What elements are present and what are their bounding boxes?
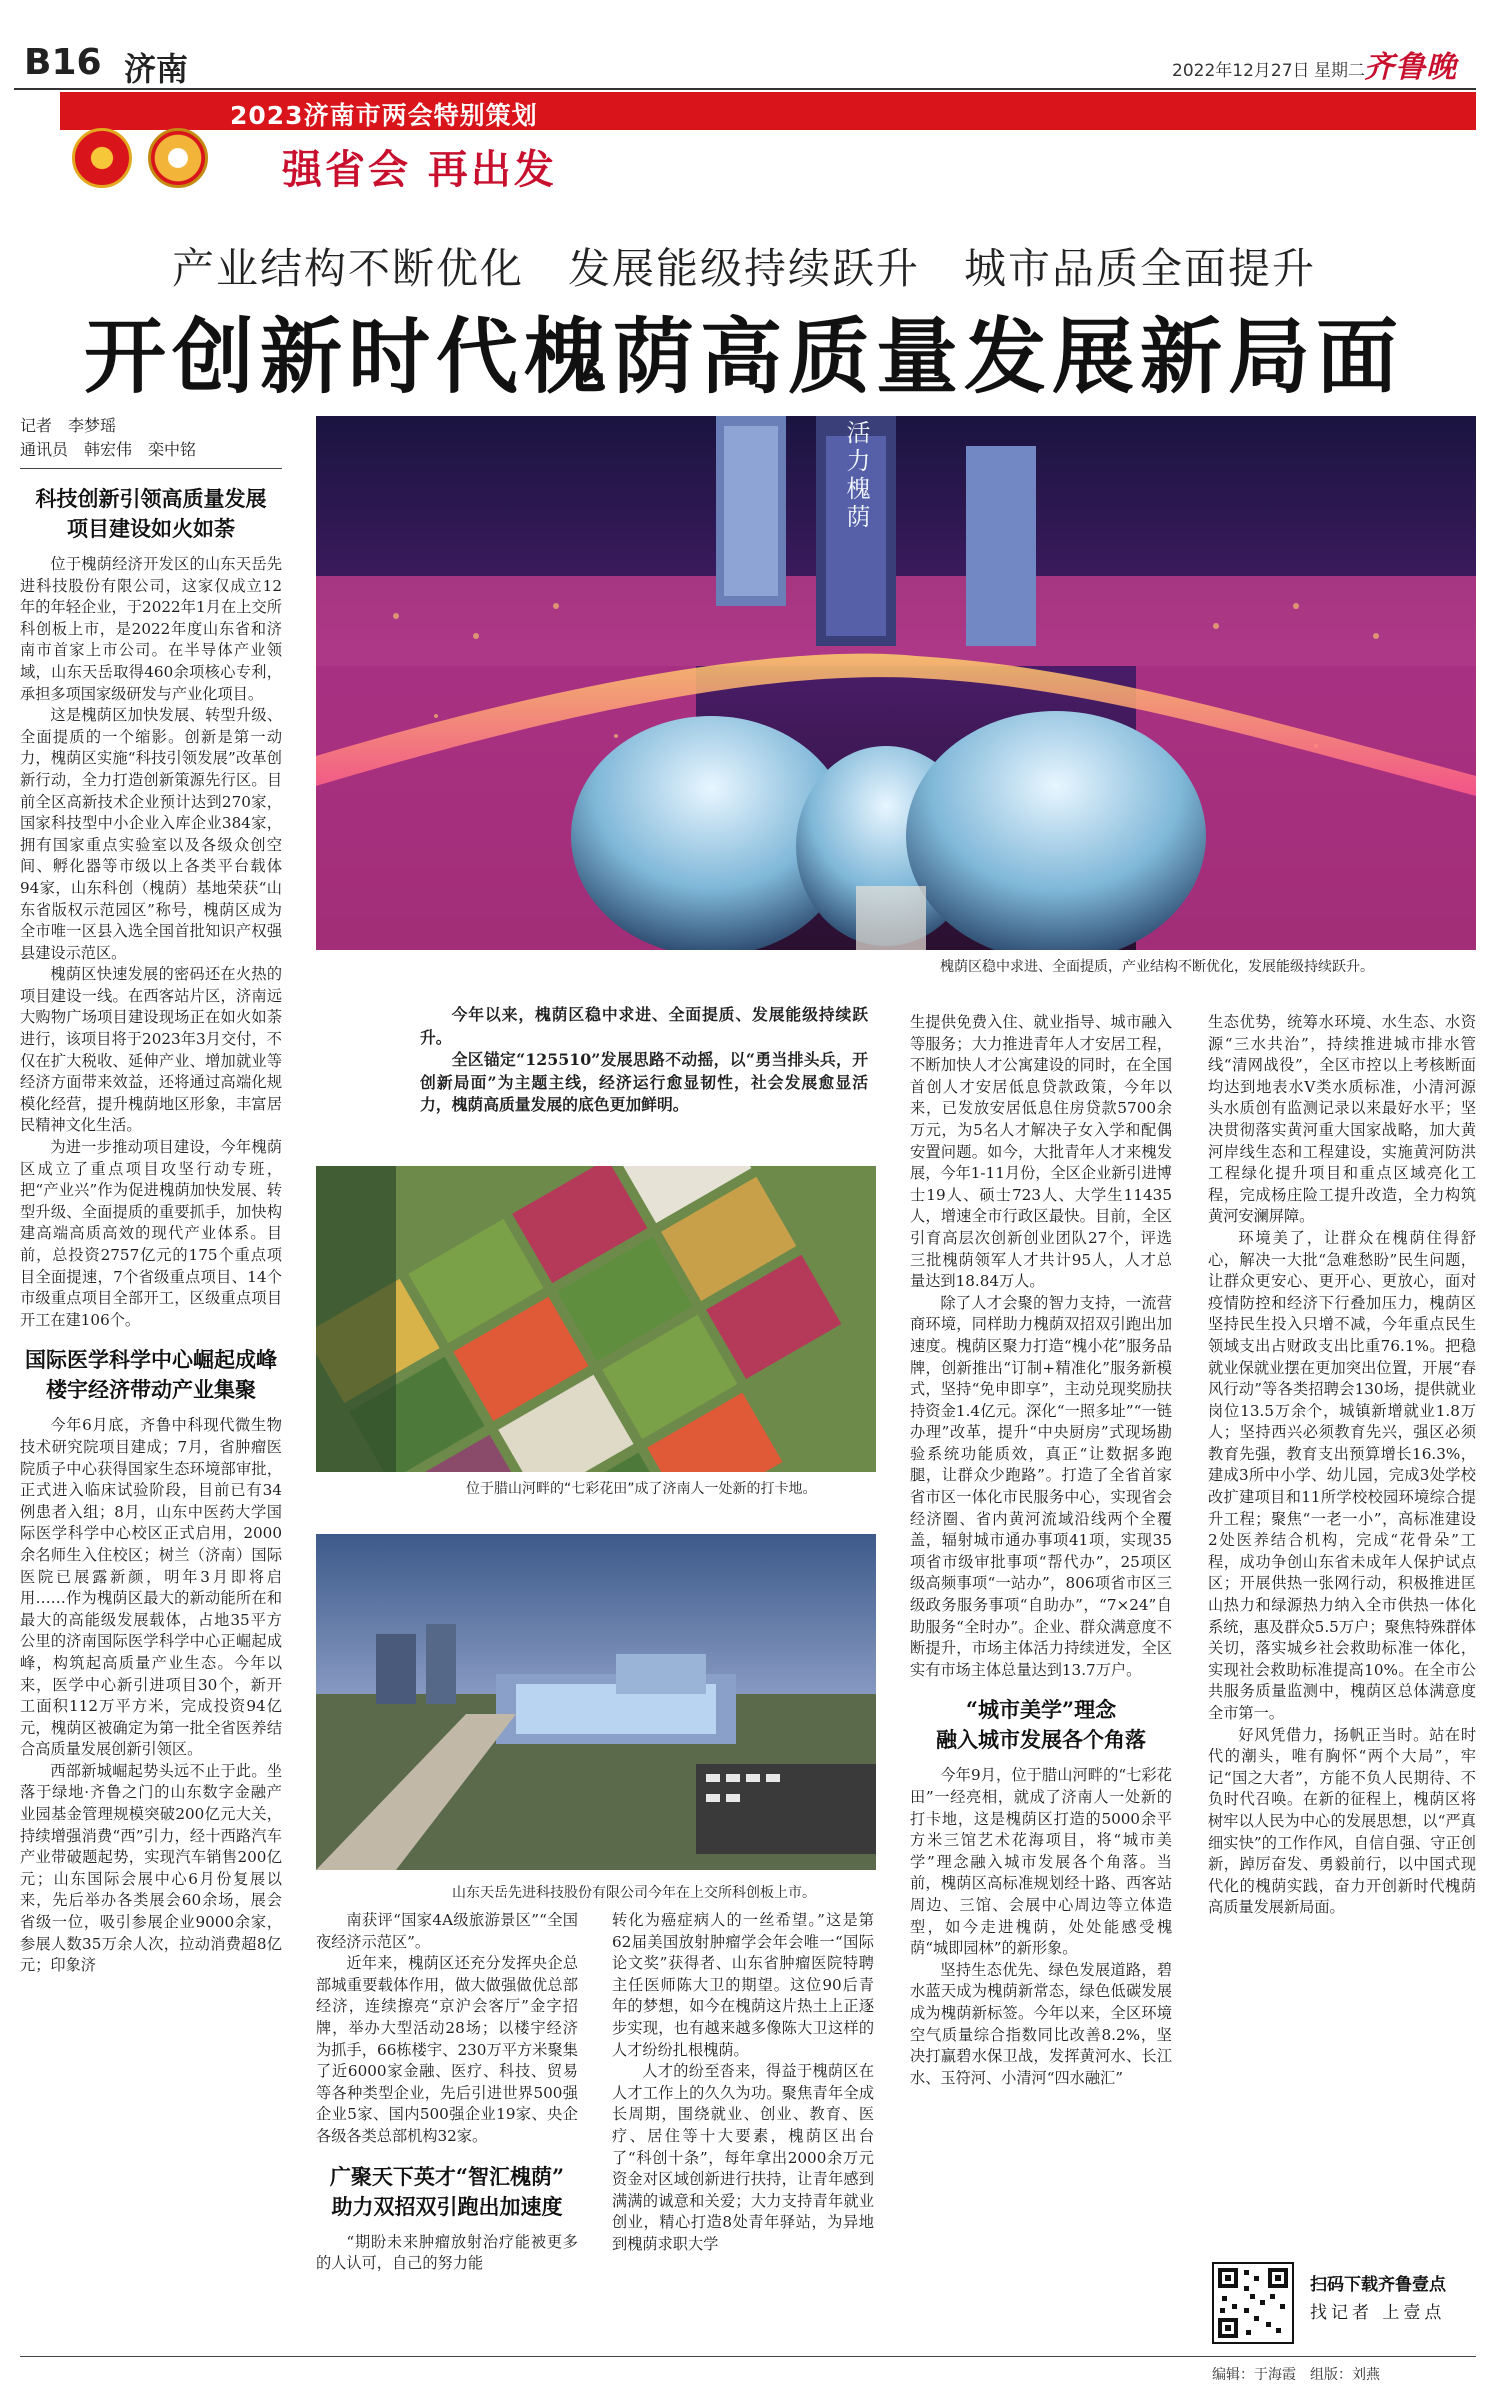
article-column-1 [20,484,282,2384]
company-photo [316,1534,876,1870]
cppcc-emblem-icon [148,128,208,188]
tower-sign: 活力槐荫 [842,420,870,532]
article-column-5 [1208,1012,1476,2252]
garden-photo [316,1166,876,1472]
paragraph: 生态优势，统筹水环境、水生态、水资源“三水共治”，持续推进城市排水管线“清网战役”，全区市控以上考核断面均达到地表水Ⅴ类水质标准，小清河源头水质创有监测记录以来最好水平；坚决贯彻落实黄河重大国家战略，加大黄河岸线生态和工程建设，实施黄河防洪工程绿化提升项目和重点区域亮化工程，完成杨庄险工提升改造，全力构筑黄河安澜屏障。 [1208,1013,1476,1226]
main-photo-caption: 槐荫区稳中求进、全面提质，产业结构不断优化，发展能级持续跃升。 [940,959,1374,975]
article-column-2 [316,1910,578,2384]
section-heading-tech: 科技创新引领高质量发展 项目建设如火如荼 [35,486,267,541]
paragraph: 人才的纷至沓来，得益于槐荫区在人才工作上的久久为功。聚焦青年全成长周期，围绕就业、创业、教育、医疗、居住等十大要素，槐荫区出台了“科创十条”，每年拿出2000余万元资金对区域创新进行扶持，让青年感到满满的诚意和关爱；大力支持青年就业创业，精心打造8处青年驿站，为异地到槐荫求职大学 [612,2062,874,2253]
company-photo-caption: 山东天岳先进科技股份有限公司今年在上交所科创板上市。 [452,1885,816,1901]
masthead-rule [14,88,1476,90]
lead-paragraph: 全区锚定“125510”发展思路不动摇，以“勇当排头兵，开创新局面”为主题主线，经济运行愈显韧性，社会发展愈显活力，槐荫高质量发展的底色更加鲜明。 [420,1050,868,1115]
paragraph: 除了人才会聚的智力支持，一流营商环境，同样助力槐荫双招双引跑出加速度。槐荫区聚力打造“槐小花”服务品牌，创新推出“订制+精准化”服务新模式，坚持“免申即享”，主动兑现奖励扶持资金1.4亿元。深化“一照多址”“一链办理”改革，提升“中央厨房”式现场勘验系统功能质效，真正“让数据多跑腿，让群众少跑路”。打造了全省首家省市区一体化市民服务中心，实现省会经济圈、省内黄河流域沿线两个全覆盖，辐射城市通办事项41项，实现35项省市级审批事项“帮代办”，25项区级高频事项“一站办”，806项省市区三级政务服务事项“自助办”，“7×24”自助服务“全时办”。企业、群众满意度不断提升，市场主体活力持续迸发，全区实有市场主体总量达到13.7万户。 [910,1293,1172,1679]
paragraph: 位于槐荫经济开发区的山东天岳先进科技股份有限公司，这家仅成立12年的年轻企业，于2022年1月在上交所科创板上市，是2022年度山东省和济南市首家上市公司。在半导体产业领域，山东天岳取得460余项核心专利，承担多项国家级研发与产业化项目。 [20,555,282,703]
paragraph: 今年9月，位于腊山河畔的“七彩花田”一经亮相，就成了济南人一处新的打卡地，这是槐荫区打造的5000余平方米三馆艺术花海项目，将“城市美学”理念融入城市发展各个角落。当前，槐荫区高标准规划经十路、西客站周边、三馆、会展中心周边等立体造型，如今走进槐荫，处处能感受槐荫“城即园林”的新形象。 [910,1766,1172,1958]
national-emblem-icon [72,128,132,188]
paragraph: 这是槐荫区加快发展、转型升级、全面提质的一个缩影。创新是第一动力，槐荫区实施“科技引领发展”改革创新行动，全力打造创新策源先行区。目前全区高新技术企业预计达到270家，国家科技型中小企业入库企业384家，拥有国家重点实验室以及各级众创空间、孵化器等市级以上各类平台载体94家，山东科创（槐荫）基地荣获“山东省版权示范园区”称号，槐荫区成为全市唯一区县入选全国首批知识产权强县建设示范区。 [20,706,282,962]
paragraph: 好风凭借力，扬帆正当时。站在时代的潮头，唯有胸怀“两个大局”，牢记“国之大者”，方能不负人民期待、不负时代召唤。在新的征程上，槐荫区将树牢以人民为中心的发展思想，以“严真细实快”的工作作风，自信自强、守正创新，踔厉奋发、勇毅前行，以中国式现代化的槐荫实践，奋力开创新时代槐荫高质量发展新局面。 [1208,1725,1476,1917]
masthead [14,38,1476,90]
qr-caption-line-2: 找记者 上壹点 [1310,2303,1446,2323]
article-column-3 [612,1910,874,2384]
banner-slogan: 强省会 再出发 [282,146,557,193]
article-column-4 [910,1012,1172,2384]
article-lead [420,1004,868,1154]
newspaper-logo: 齐鲁晚 [1364,50,1457,85]
paragraph: 为进一步推动项目建设，今年槐荫区成立了重点项目攻坚行动专班，把“产业兴”作为促进槐荫加快发展、转型升级、全面提质的重要抓手，加快构建高端高质高效的现代产业体系。目前，总投资2757亿元的175个重点项目全面提速，7个省级重点项目、14个市级重点项目全部开工，区级重点项目开工在建106个。 [20,1138,282,1329]
article-headline: 开创新时代槐荫高质量发展新局面 [83,309,1404,405]
publish-date: 2022年12月27日 [1172,61,1310,81]
main-photo-night-city [316,416,1476,950]
byline-rule [20,468,282,469]
garden-photo-caption: 位于腊山河畔的“七彩花田”成了济南人一处新的打卡地。 [466,1481,817,1497]
article-subtitle: 产业结构不断优化 发展能级持续跃升 城市品质全面提升 [171,244,1316,293]
banner-title: 2023济南市两会特别策划 [230,101,538,130]
paragraph: 今年6月底，齐鲁中科现代微生物技术研究院项目建成；7月，省肿瘤医院质子中心获得国家生态环境部审批，正式进入临床试验阶段，目前已有34例患者入组；8月，山东中医药大学国际医学科学中心校区正式启用，2000余名师生入住校区；树兰（济南）国际医院已展露新颜，明年3月即将启用……作为槐荫区最大的新动能所在和最大的高能级发展载体，占地35平方公里的济南国际医学科学中心正崛起成峰，构筑起高质量产业生态。今年以来，医学中心新引进项目30个，新开工面积112万平方米，完成投资94亿元，槐荫区被确定为第一批全省医养结合高质量发展创新引领区。 [20,1416,282,1759]
qr-code-icon[interactable] [1212,2262,1294,2344]
footer-rule [20,2356,1476,2357]
byline-reporter: 记者 李梦瑶 [20,416,117,435]
special-banner [60,92,1476,130]
section-heading-talent: 广聚天下英才“智汇槐荫” 助力双招双引跑出加速度 [329,2163,565,2219]
paragraph: 西部新城崛起势头远不止于此。坐落于绿地·齐鲁之门的山东数字金融产业园基金管理规模突破200亿元大关，持续增强消费“西”引力，经十西路汽车产业带破题起势，实现汽车销售200亿元；山东国际会展中心6月份复展以来，先后举办各类展会60余场，展会省级一位，吸引参展企业9000余家，参展人数35万余人次，拉动消费超8亿元；印象济 [20,1761,282,1975]
paragraph: 环境美了，让群众在槐荫住得舒心，解决一大批“急难愁盼”民生问题，让群众更安心、更开心、更放心，面对疫情防控和经济下行叠加压力，槐荫区坚持民生投入只增不减，今年重点民生领域支出占财政支出比重76.1%。把稳就业保就业摆在更加突出位置，开展“春风行动”等各类招聘会130场，提供就业岗位13.5万余个，城镇新增就业1.8万人；坚持西兴必须教育先兴，强区必须教育先强，教育支出预算增长16.3%，建成3所中小学、幼儿园，完成3处学校改扩建项目和11所学校校园环境综合提升工程；聚焦“一老一小”，高标准建设2处医养结合机构，完成“花骨朵”工程，成功争创山东省未成年人保护试点区；开展供热一张网行动，积极推进匡山热力和绿源热力纳入全市供热一体化系统，惠及群众5.5万户；聚焦特殊群体关切，落实城乡社会救助标准一体化，实现社会救助标准提高10%。在全市公共服务质量监测中，槐荫区总体满意度全市第一。 [1208,1228,1476,1722]
paragraph: 近年来，槐荫区还充分发挥央企总部城重要载体作用，做大做强做优总部经济，连续擦亮“京沪会客厅”金字招牌，举办大型活动28场；以楼宇经济为抓手，66栋楼宇、230万平方米聚集了近6000家金融、医疗、科技、贸易等各种类型企业，先后引进世界500强企业5家、国内500强企业19家、央企各级各类总部机构32家。 [316,1954,578,2145]
section-heading-aesthetics: “城市美学”理念 融入城市发展各个角落 [936,1697,1146,1753]
section-name: 济南 [124,50,189,88]
editor-credit: 编辑：于海霞 组版：刘燕 [1212,2367,1380,2383]
paragraph: 南获评“国家4A级旅游景区”“全国夜经济示范区”。 [316,1911,578,1951]
section-heading-medical: 国际医学科学中心崛起成峰 楼宇经济带动产业集聚 [25,1347,277,1403]
paragraph: 槐荫区快速发展的密码还在火热的项目建设一线。在西客站片区，济南远大购物广场项目建设现场正在如火如荼进行，该项目将于2023年3月交付，不仅在扩大税收、延伸产业、增加就业等经济方面带来效益，还将通过高端化规模化经营，提升槐荫地区形象，丰富居民精神文化生活。 [20,965,282,1135]
page-number: B16 [24,42,102,83]
paragraph: 坚持生态优先、绿色发展道路，碧水蓝天成为槐荫新常态，绿色低碳发展成为槐荫新标签。今年以来，全区环境空气质量综合指数同比改善8.2%，坚决打赢碧水保卫战，发挥黄河水、长江水、玉符河、小清河“四水融汇” [910,1960,1172,2087]
paragraph: “期盼未来肿瘤放射治疗能被更多的人认可，自己的努力能 [316,2232,578,2273]
paragraph: 转化为癌症病人的一丝希望。”这是第62届美国放射肿瘤学会年会唯一“国际论文奖”获得者、山东省肿瘤医院特聘主任医师陈大卫的期望。这位90后青年的梦想，如今在槐荫这片热土上正逐步实现，也有越来越多像陈大卫这样的人才纷纷扎根槐荫。 [612,1911,874,2059]
paragraph: 生提供免费入住、就业指导、城市融入等服务；大力推进青年人才安居工程，不断加快人才公寓建设的同时，在全国首创人才安居低息贷款政策，今年以来，已发放安居低息住房贷款5700余万元，为5名人才解决子女入学和配偶安置问题。如今，大批青年人才来槐发展，今年1-11月份，全区企业新引进博士19人、硕士723人、大学生11435人，增速全市行政区最快。目前，全区引育高层次创新创业团队27个，评选三批槐荫领军人才共计95人，人才总量达到18.84万人。 [910,1013,1172,1291]
lead-paragraph: 今年以来，槐荫区稳中求进、全面提质、发展能级持续跃升。 [420,1005,868,1047]
qr-caption-line-1: 扫码下载齐鲁壹点 [1310,2275,1446,2295]
byline-correspondents: 通讯员 韩宏伟 栾中铭 [20,440,197,459]
publish-weekday: 星期二 [1314,61,1365,81]
byline [20,414,282,462]
